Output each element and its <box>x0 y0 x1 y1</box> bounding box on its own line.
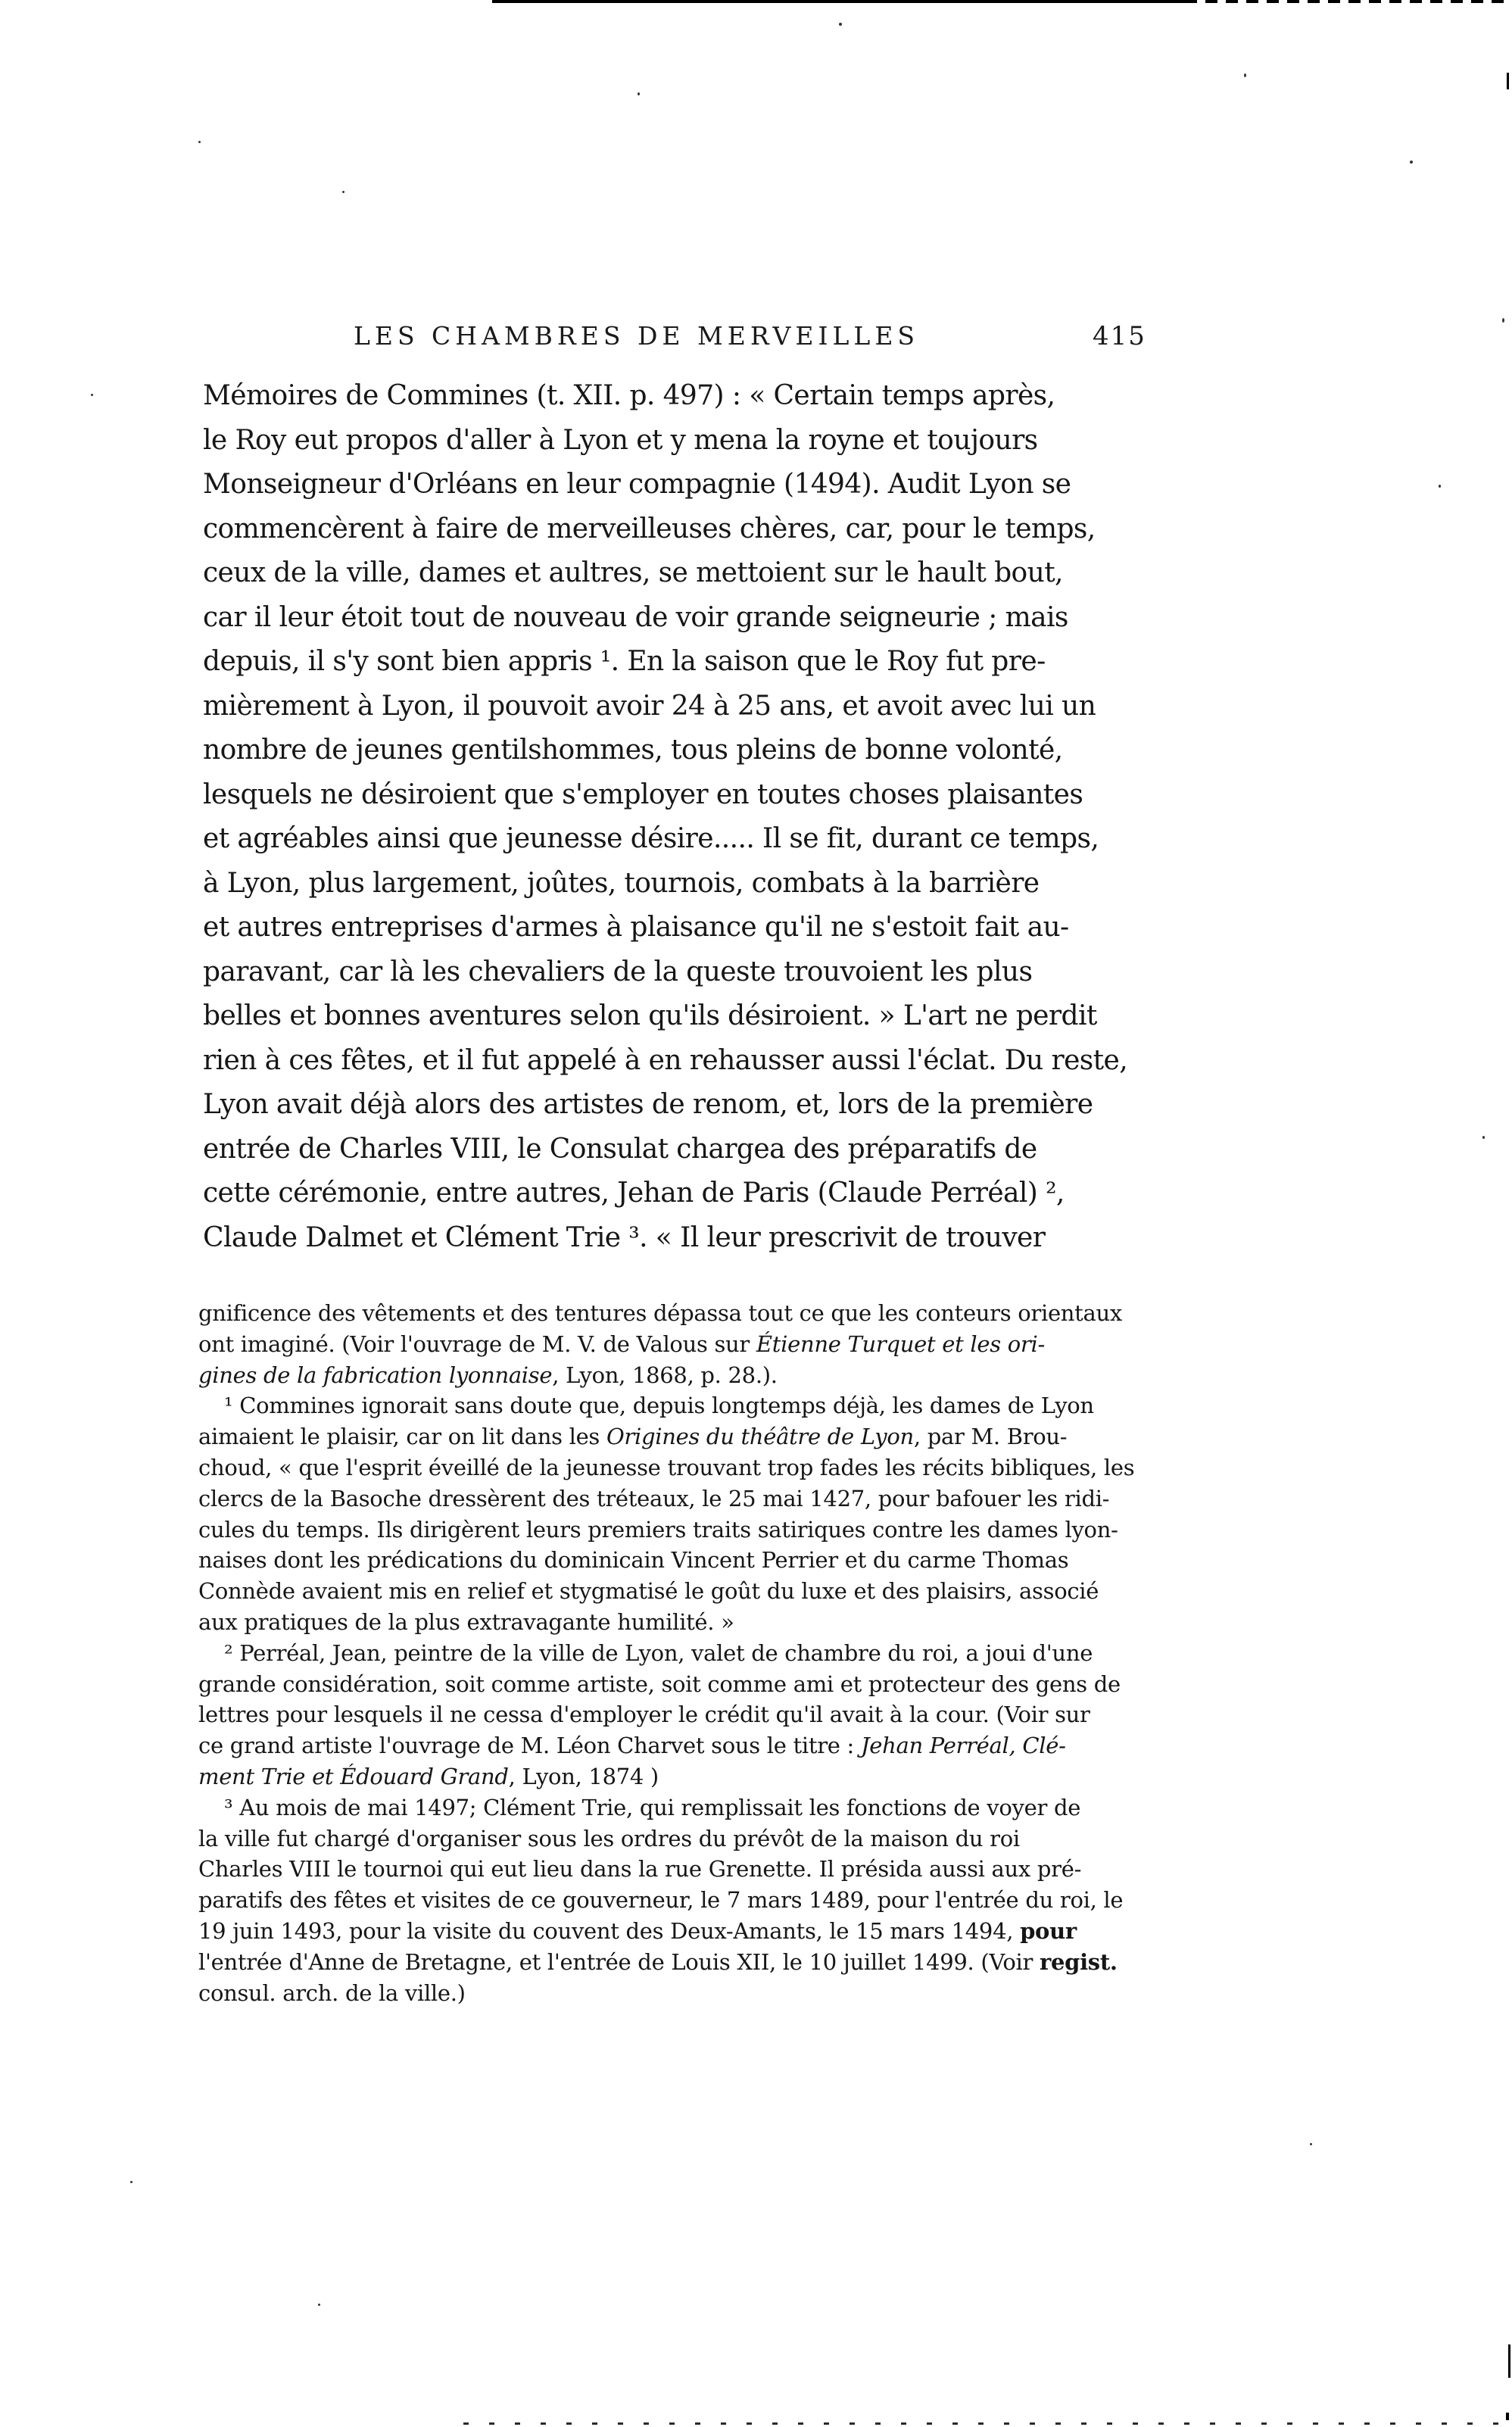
scan-speck <box>318 2304 320 2306</box>
text-run: commencèrent à faire de merveilleuses chères, car, pour le temps, <box>203 513 1096 544</box>
text-run: belles et bonnes aventures selon qu'ils désiroient. » L'art ne perdit <box>203 1000 1097 1031</box>
footnote-text-line <box>198 1607 1181 1638</box>
italic-text: Étienne Turquet et les ori- <box>756 1330 1045 1357</box>
scan-speck <box>1244 73 1246 77</box>
text-run: entrée de Charles VIII, le Consulat chargea des préparatifs de <box>203 1133 1037 1165</box>
body-text-line <box>203 862 1161 906</box>
page-title: LES CHAMBRES DE MERVEILLES <box>353 321 920 351</box>
text-run: , Lyon, 1874 ) <box>508 1763 659 1789</box>
scan-artifact-bottom-dotted-line <box>463 2422 1510 2425</box>
text-run: ¹ Commines ignorait sans doute que, depuis longtemps déjà, les dames de Lyon <box>224 1393 1094 1419</box>
footnote-text-line <box>198 1545 1181 1576</box>
footnote-text-line <box>198 1576 1181 1607</box>
footnote-text-line <box>198 1638 1181 1669</box>
footnote-text-line <box>198 1730 1181 1761</box>
italic-text: gines de la fabrication lyonnaise <box>198 1362 553 1388</box>
text-run: ceux de la ville, dames et aultres, se mettoient sur le hault bout, <box>203 557 1063 588</box>
scan-artifact-edge-mark <box>1506 2413 1509 2420</box>
text-run: la ville fut chargé d'organiser sous les ordres du prévôt de la maison du roi <box>198 1825 1020 1851</box>
body-text-line <box>203 1039 1161 1084</box>
italic-text: Jehan Perréal, Clé- <box>860 1733 1066 1759</box>
page-number: 415 <box>1093 321 1146 351</box>
body-text-line <box>203 1083 1161 1128</box>
body-text-line <box>203 906 1161 950</box>
footnote-text-line <box>198 1823 1181 1855</box>
text-run: à Lyon, plus largement, joûtes, tournois, combats à la barrière <box>203 867 1040 899</box>
text-run: naises dont les prédications du dominicain Vincent Perrier et du carme Thomas <box>198 1547 1069 1574</box>
text-run: aimaient le plaisir, car on lit dans les <box>198 1424 606 1450</box>
text-run: Lyon avait déjà alors des artistes de renom, et, lors de la première <box>203 1089 1093 1120</box>
body-text-line <box>203 1128 1161 1172</box>
footnote-text-line <box>198 1761 1181 1792</box>
text-run: aux pratiques de la plus extravagante humilité. » <box>198 1608 734 1635</box>
body-text-line <box>203 994 1161 1039</box>
body-text-line <box>203 1171 1161 1216</box>
text-run: et agréables ainsi que jeunesse désire..... Il se fit, durant ce temps, <box>203 823 1099 854</box>
scan-artifact-edge-mark <box>1507 73 1509 89</box>
body-text-line <box>203 551 1161 596</box>
footnotes-block <box>198 1298 1181 2008</box>
text-run: cette cérémonie, entre autres, Jehan de Paris (Claude Perréal) ², <box>203 1178 1065 1209</box>
scan-speck <box>1482 1136 1485 1139</box>
footnote-text-line <box>198 1390 1181 1421</box>
footnote-text-line <box>198 1452 1181 1483</box>
text-run: l'entrée d'Anne de Bretagne, et l'entrée de Louis XII, le 10 juillet 1499. (Voir <box>198 1948 1040 1975</box>
text-run: 19 juin 1493, pour la visite du couvent des Deux-Amants, le 15 mars 1494, <box>198 1917 1021 1944</box>
text-run: consul. arch. de la ville.) <box>198 1979 466 2006</box>
footnote-text-line <box>198 1699 1181 1730</box>
bold-text: regist. <box>1039 1948 1118 1975</box>
text-run: Claude Dalmet et Clément Trie ³. « Il leur prescrivit de trouver <box>203 1221 1046 1253</box>
text-run: Monseigneur d'Orléans en leur compagnie (1494). Audit Lyon se <box>203 469 1071 500</box>
body-text-line <box>203 419 1161 463</box>
body-text-line <box>203 1216 1161 1261</box>
main-text-block <box>203 374 1161 1260</box>
text-run: le Roy eut propos d'aller à Lyon et y mena la royne et toujours <box>203 424 1038 456</box>
body-text-line <box>203 374 1161 419</box>
footnote-text-line <box>198 1669 1181 1700</box>
text-run: mièrement à Lyon, il pouvoit avoir 24 à 25 ans, et avoit avec lui un <box>203 690 1096 722</box>
text-run: depuis, il s'y sont bien appris ¹. En la saison que le Roy fut pre- <box>203 646 1046 677</box>
text-run: clercs de la Basoche dressèrent des tréteaux, le 25 mai 1427, pour bafouer les ridi- <box>198 1485 1110 1511</box>
text-run: ² Perréal, Jean, peintre de la ville de Lyon, valet de chambre du roi, a joui d'une <box>224 1639 1093 1666</box>
footnote-text-line <box>198 1421 1181 1452</box>
footnote-text-line <box>198 1916 1181 1947</box>
scan-speck <box>198 141 201 143</box>
scan-speck <box>130 2181 132 2183</box>
text-run: lettres pour lesquels il ne cessa d'employer le crédit qu'il avait à la cour. (Voir sur <box>198 1702 1090 1728</box>
body-text-line <box>203 728 1161 773</box>
footnote-text-line <box>198 1978 1181 2009</box>
scan-speck <box>839 23 842 26</box>
running-header <box>203 321 1161 354</box>
text-run: ce grand artiste l'ouvrage de M. Léon Charvet sous le titre : <box>198 1733 861 1759</box>
footnote-text-line <box>198 1329 1181 1360</box>
text-run: car il leur étoit tout de nouveau de voir grande seigneurie ; mais <box>203 601 1068 633</box>
scan-speck <box>1410 161 1413 164</box>
text-run: et autres entreprises d'armes à plaisance qu'il ne s'estoit fait au- <box>203 912 1069 943</box>
scan-speck <box>1310 2143 1312 2145</box>
footnote-text-line <box>198 1792 1181 1823</box>
scan-speck <box>342 191 344 193</box>
text-run: Mémoires de Commines (t. XII. p. 497) : « Certain temps après, <box>203 380 1055 411</box>
footnote-text-line <box>198 1515 1181 1546</box>
footnote-text-line <box>198 1947 1181 1978</box>
italic-text: ment Trie et Édouard Grand <box>198 1763 509 1789</box>
text-run: paratifs des fêtes et visites de ce gouverneur, le 7 mars 1489, pour l'entrée du roi, le <box>198 1887 1124 1914</box>
text-run: paravant, car là les chevaliers de la queste trouvoient les plus <box>203 956 1033 987</box>
text-run: grande considération, soit comme artiste, soit comme ami et protecteur des gens de <box>198 1671 1121 1697</box>
text-run: Connède avaient mis en relief et stygmatisé le goût du luxe et des plaisirs, associé <box>198 1578 1099 1605</box>
footnote-text-line <box>198 1885 1181 1916</box>
text-run: ³ Au mois de mai 1497; Clément Trie, qui remplissait les fonctions de voyer de <box>224 1794 1081 1820</box>
body-text-line <box>203 596 1161 641</box>
text-run: , Lyon, 1868, p. 28.). <box>552 1362 778 1388</box>
body-text-line <box>203 817 1161 862</box>
text-run: rien à ces fêtes, et il fut appelé à en rehausser aussi l'éclat. Du reste, <box>203 1044 1128 1076</box>
text-run: gnificence des vêtements et des tentures dépassa tout ce que les conteurs orientaux <box>198 1300 1122 1326</box>
scan-speck <box>91 394 93 396</box>
body-text-line <box>203 507 1161 552</box>
footnote-text-line <box>198 1360 1181 1391</box>
scan-speck <box>1502 318 1504 323</box>
footnote-text-line <box>198 1854 1181 1885</box>
text-run: , par M. Brou- <box>913 1424 1068 1450</box>
footnote-text-line <box>198 1298 1181 1329</box>
scan-artifact-edge-mark <box>1508 2344 1510 2378</box>
body-text-line <box>203 685 1161 729</box>
body-text-line <box>203 773 1161 818</box>
text-run: cules du temps. Ils dirigèrent leurs premiers traits satiriques contre les dames lyon- <box>198 1516 1118 1543</box>
scan-speck <box>1439 485 1441 488</box>
scan-speck <box>638 92 640 95</box>
scan-artifact-top-line-dashed <box>1185 0 1512 3</box>
bold-text: pour <box>1020 1917 1077 1944</box>
text-run: ont imaginé. (Voir l'ouvrage de M. V. de Valous sur <box>198 1330 756 1357</box>
text-run: Charles VIII le tournoi qui eut lieu dans la rue Grenette. Il présida aussi aux pré- <box>198 1856 1082 1883</box>
italic-text: Origines du théâtre de Lyon <box>606 1424 914 1450</box>
body-text-line <box>203 463 1161 507</box>
text-run: nombre de jeunes gentilshommes, tous pleins de bonne volonté, <box>203 735 1063 766</box>
scan-artifact-top-line <box>492 0 1185 3</box>
body-text-line <box>203 640 1161 685</box>
body-text-line <box>203 950 1161 995</box>
text-run: lesquels ne désiroient que s'employer en toutes choses plaisantes <box>203 778 1083 810</box>
footnote-text-line <box>198 1483 1181 1515</box>
text-run: choud, « que l'esprit éveillé de la jeunesse trouvant trop fades les récits bibliques, les <box>198 1454 1135 1480</box>
